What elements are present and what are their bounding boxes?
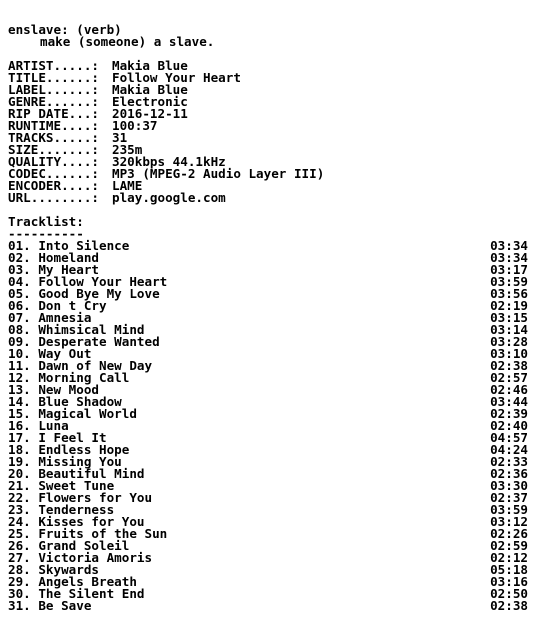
metadata-key: RUNTIME....:	[8, 118, 99, 133]
track-number: 29.	[8, 574, 31, 589]
track-number: 24.	[8, 514, 31, 529]
metadata-value: 2016-12-11	[112, 106, 188, 121]
track-title: Skywards	[38, 562, 100, 577]
track-number: 05.	[8, 286, 31, 301]
track-duration: 03:34	[490, 238, 528, 253]
track-duration: 03:30	[490, 478, 528, 493]
track-duration: 04:57	[490, 430, 528, 445]
metadata-value: 320kbps 44.1kHz	[112, 154, 226, 169]
track-number: 14.	[8, 394, 31, 409]
metadata-key: URL........:	[8, 190, 99, 205]
track-title: Blue Shadow	[38, 394, 122, 409]
metadata-value: LAME	[112, 178, 143, 193]
track-duration: 03:12	[490, 514, 528, 529]
track-duration: 02:46	[490, 382, 528, 397]
metadata-block	[8, 60, 528, 204]
track-title: Amnesia	[38, 310, 92, 325]
track-duration: 03:17	[490, 262, 528, 277]
spacer	[8, 204, 528, 216]
track-duration: 03:34	[490, 250, 528, 265]
track-number: 07.	[8, 310, 31, 325]
metadata-value: 235m	[112, 142, 143, 157]
metadata-value: Follow Your Heart	[112, 70, 241, 85]
track-duration: 02:38	[490, 358, 528, 373]
track-title: Morning Call	[38, 370, 130, 385]
track-number: 31.	[8, 598, 31, 613]
track-row	[8, 600, 528, 612]
track-title: Luna	[38, 418, 69, 433]
track-title: Missing You	[38, 454, 122, 469]
track-title: Angels Breath	[38, 574, 137, 589]
tracklist-heading: Tracklist:	[8, 214, 84, 229]
metadata-value: 31	[112, 130, 128, 145]
track-number: 17.	[8, 430, 31, 445]
track-number: 08.	[8, 322, 31, 337]
track-title: Follow Your Heart	[38, 274, 168, 289]
track-title: New Mood	[38, 382, 100, 397]
track-number: 19.	[8, 454, 31, 469]
track-number: 16.	[8, 418, 31, 433]
track-number: 11.	[8, 358, 31, 373]
metadata-value: MP3 (MPEG-2 Audio Layer III)	[112, 166, 325, 181]
track-duration: 03:44	[490, 394, 528, 409]
track-title: Victoria Amoris	[38, 550, 153, 565]
metadata-key: ENCODER....:	[8, 178, 99, 193]
track-duration: 03:10	[490, 346, 528, 361]
metadata-row	[8, 192, 528, 204]
track-title: Grand Soleil	[38, 538, 130, 553]
track-title: Desperate Wanted	[38, 334, 160, 349]
track-info	[8, 600, 91, 612]
metadata-value: Electronic	[112, 94, 188, 109]
track-title: Beautiful Mind	[38, 466, 145, 481]
track-number: 26.	[8, 538, 31, 553]
tracklist	[8, 240, 528, 612]
track-duration: 02:38	[490, 598, 528, 613]
metadata-key: CODEC......:	[8, 166, 99, 181]
metadata-value: 100:37	[112, 118, 158, 133]
track-title: Fruits of the Sun	[38, 526, 168, 541]
track-duration: 05:18	[490, 562, 528, 577]
track-title: I Feel It	[38, 430, 107, 445]
track-number: 30.	[8, 586, 31, 601]
track-title: Be Save	[38, 598, 92, 613]
track-title: Tenderness	[38, 502, 115, 517]
track-title: Homeland	[38, 250, 100, 265]
track-number: 20.	[8, 466, 31, 481]
metadata-value: Makia Blue	[112, 82, 188, 97]
metadata-key: SIZE.......:	[8, 142, 99, 157]
track-title: My Heart	[38, 262, 100, 277]
track-number: 27.	[8, 550, 31, 565]
track-duration: 02:12	[490, 550, 528, 565]
track-duration: 02:19	[490, 298, 528, 313]
track-title: Whimsical Mind	[38, 322, 145, 337]
track-number: 02.	[8, 250, 31, 265]
track-number: 10.	[8, 346, 31, 361]
track-title: Flowers for You	[38, 490, 153, 505]
track-title: Magical World	[38, 406, 137, 421]
track-duration: 03:16	[490, 574, 528, 589]
track-duration: 03:59	[490, 274, 528, 289]
track-number: 01.	[8, 238, 31, 253]
metadata-key: QUALITY....:	[8, 154, 99, 169]
metadata-key: LABEL......:	[8, 82, 99, 97]
track-title: Don t Cry	[38, 298, 107, 313]
metadata-key: ARTIST.....:	[8, 58, 99, 73]
track-title: Kisses for You	[38, 514, 145, 529]
track-number: 18.	[8, 442, 31, 457]
tracklist-underline: ----------	[8, 226, 84, 241]
track-title: Dawn of New Day	[38, 358, 153, 373]
track-title: Way Out	[38, 346, 92, 361]
definition-term: enslave: (verb)	[8, 22, 122, 37]
metadata-value: Makia Blue	[112, 58, 188, 73]
track-duration: 02:33	[490, 454, 528, 469]
track-duration: 03:14	[490, 322, 528, 337]
track-title: Good Bye My Love	[38, 286, 160, 301]
track-title: Sweet Tune	[38, 478, 115, 493]
track-duration: 03:15	[490, 310, 528, 325]
metadata-value: play.google.com	[112, 190, 226, 205]
track-number: 06.	[8, 298, 31, 313]
track-duration: 03:59	[490, 502, 528, 517]
track-duration: 02:26	[490, 526, 528, 541]
track-duration: 02:36	[490, 466, 528, 481]
metadata-key: GENRE......:	[8, 94, 99, 109]
track-title: Endless Hope	[38, 442, 130, 457]
track-number: 09.	[8, 334, 31, 349]
metadata-key: RIP DATE...:	[8, 106, 99, 121]
track-duration: 02:40	[490, 418, 528, 433]
track-title: The Silent End	[38, 586, 145, 601]
track-title: Into Silence	[38, 238, 130, 253]
track-row	[8, 408, 528, 420]
track-number: 03.	[8, 262, 31, 277]
track-duration: 03:28	[490, 334, 528, 349]
track-duration: 04:24	[490, 442, 528, 457]
track-duration: 02:50	[490, 586, 528, 601]
track-number: 21.	[8, 478, 31, 493]
track-duration: 03:56	[490, 286, 528, 301]
metadata-key: TITLE......:	[8, 70, 99, 85]
track-duration: 02:39	[490, 406, 528, 421]
track-number: 12.	[8, 370, 31, 385]
metadata-key: TRACKS.....:	[8, 130, 99, 145]
track-number: 15.	[8, 406, 31, 421]
track-number: 28.	[8, 562, 31, 577]
definition-meaning: make (someone) a slave.	[40, 34, 215, 49]
track-number: 25.	[8, 526, 31, 541]
track-number: 22.	[8, 490, 31, 505]
track-number: 13.	[8, 382, 31, 397]
nfo-document	[8, 24, 528, 612]
track-duration: 02:57	[490, 370, 528, 385]
track-number: 23.	[8, 502, 31, 517]
track-number: 04.	[8, 274, 31, 289]
track-duration: 02:59	[490, 538, 528, 553]
track-duration: 02:37	[490, 490, 528, 505]
